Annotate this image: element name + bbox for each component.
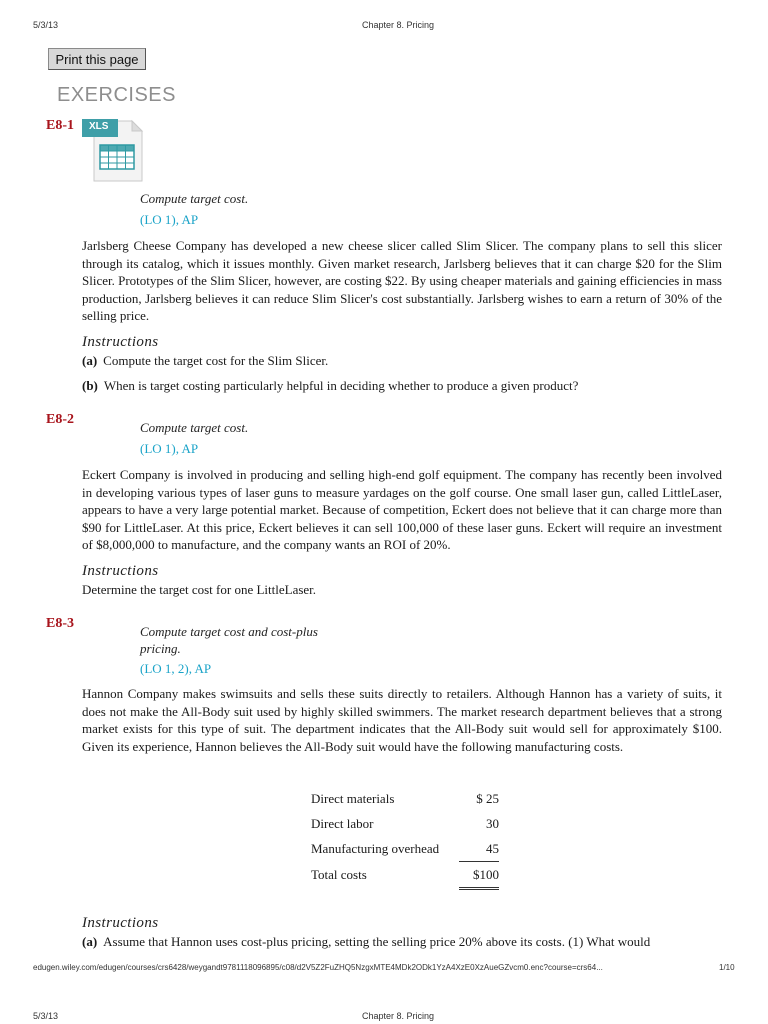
next-header-title: Chapter 8. Pricing xyxy=(362,1011,435,1021)
cost-label: Total costs xyxy=(311,867,367,882)
instructions-heading: Instructions xyxy=(82,915,159,931)
item-label: (a) xyxy=(82,934,98,949)
instruction-item xyxy=(82,353,328,369)
exercise-subtitle: pricing. xyxy=(140,641,181,656)
next-header-date: 5/3/13 xyxy=(33,1011,59,1021)
table-row xyxy=(305,811,499,836)
table-row xyxy=(305,786,499,811)
item-label: (b) xyxy=(82,378,98,393)
exercise-number: E8-1 xyxy=(46,118,74,133)
learning-objective-link[interactable]: (LO 1), AP xyxy=(140,441,199,456)
item-text: Compute the target cost for the Slim Slicer. xyxy=(103,353,329,368)
exercise-paragraph: Hannon Company makes swimsuits and sells these suits directly to retailers. Although Hannon has a variety of suits, it does not make the All-Body suit used by highly skilled swimmers. The market research department believes that a strong market exists for this type of suit. The department indicates that the All-Body suit would sell for approximately $100. Given its experience, Hannon believes the All-Body suit would have the following manufacturing costs. xyxy=(82,686,722,754)
cost-amount: $ 25 xyxy=(476,790,499,806)
instruction-item xyxy=(82,934,650,950)
table-row xyxy=(305,836,499,862)
spreadsheet-file-icon[interactable] xyxy=(80,115,146,183)
instructions-heading: Instructions xyxy=(82,563,159,579)
exercise-paragraph: Eckert Company is involved in producing and selling high-end golf equipment. The company has recently been involved in developing various types of laser guns to measure yardages on the golf course. One small laser gun, called LittleLaser, appears to have a very large potential market. Because of competition, Eckert does not believe that it can charge more than $90 for LittleLaser. At this price, Eckert believes it can sell 100,000 of these laser guns. Eckert will require an investment of $8,000,000 to manufacture, and the company wants an ROI of 20%. xyxy=(82,467,722,553)
cost-label: Direct labor xyxy=(311,815,374,831)
exercise-paragraph: Jarlsberg Cheese Company has developed a new cheese slicer called Slim Slicer. The company plans to sell this slicer through its catalog, which it issues monthly. Given market research, Jarlsberg believes that it can charge $20 for the Slim Slicer. Prototypes of the Slim Slicer, however, are costing $22. By using cheaper materials and gaining efficiencies in mass production, Jarlsberg believes it can reduce Slim Slicer's cost substantially. Jarlsberg wishes to earn a return of 30% of the selling price. xyxy=(82,238,722,324)
table-row xyxy=(305,862,499,889)
file-type-label: XLS xyxy=(89,121,109,132)
item-label: (a) xyxy=(82,353,98,368)
cost-table xyxy=(305,786,499,890)
header-date: 5/3/13 xyxy=(33,20,59,30)
learning-objective-link[interactable]: (LO 1, 2), AP xyxy=(140,661,212,676)
instruction-item xyxy=(82,378,578,394)
exercise-subtitle: Compute target cost. xyxy=(140,191,249,206)
page-number: 1/10 xyxy=(719,963,735,972)
cost-amount: 45 xyxy=(459,836,499,862)
exercise-number: E8-3 xyxy=(46,616,74,631)
cost-amount: $100 xyxy=(459,862,499,889)
exercise-number: E8-2 xyxy=(46,412,74,427)
section-title: EXERCISES xyxy=(57,84,176,106)
instruction-text: Determine the target cost for one LittleLaser. xyxy=(82,582,317,597)
learning-objective-link[interactable]: (LO 1), AP xyxy=(140,212,199,227)
cost-amount: 30 xyxy=(486,815,499,831)
exercise-subtitle: Compute target cost and cost-plus xyxy=(140,624,318,639)
exercise-subtitle: Compute target cost. xyxy=(140,420,249,435)
print-button[interactable]: Print this page xyxy=(48,48,146,70)
instructions-heading: Instructions xyxy=(82,334,159,350)
item-text: Assume that Hannon uses cost-plus pricing, setting the selling price 20% above its costs. (1) What would xyxy=(103,934,651,949)
cost-label: Manufacturing overhead xyxy=(311,840,440,856)
footer-url: edugen.wiley.com/edugen/courses/crs6428/weygandt9781118096895/c08/d2V5Z2FuZHQ5NzgxMTE4MDk2ODk1YzA4XzE0XzAueGZvcm0.enc?course=crs64... xyxy=(33,963,603,972)
cost-label: Direct materials xyxy=(311,790,395,806)
header-title: Chapter 8. Pricing xyxy=(362,20,435,30)
item-text: When is target costing particularly helpful in deciding whether to produce a given product? xyxy=(103,378,579,393)
